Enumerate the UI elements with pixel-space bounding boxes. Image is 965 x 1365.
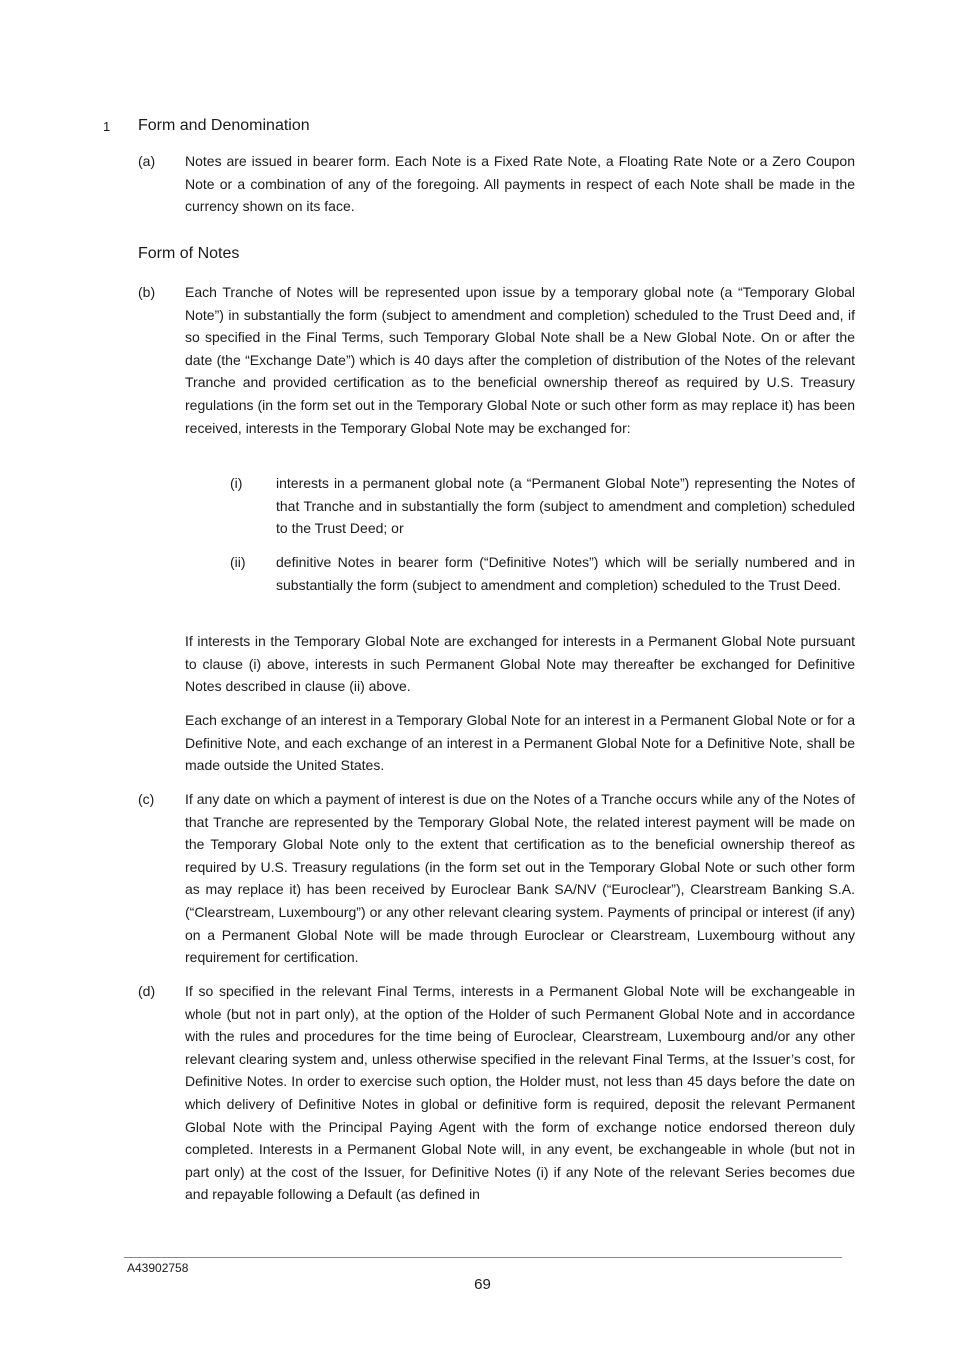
clause-a-text: Notes are issued in bearer form. Each Note is a Fixed Rate Note, a Floating Rate Note or a Zero Coupon Note or a combination of any of the foregoing. All payments in respect of each Note shall be made in the currency shown on its face. (185, 153, 855, 215)
clause-b-paragraph-3: Each exchange of an interest in a Temporary Global Note for an interest in a Permanent Global Note or for a Definitive Note, and each exchange of an interest in a Permanent Global Note for a Definitive Note, shall be made outside the United States. (185, 712, 855, 774)
footer-divider (124, 1257, 842, 1258)
page-number: 69 (474, 1276, 491, 1293)
clause-b-i-text: interests in a permanent global note (a “Permanent Global Note”) representing the Notes of that Tranche and in substantially the form (subject to amendment and completion) scheduled to the Trust Deed; or (276, 475, 855, 537)
clause-d-text: If so specified in the relevant Final Terms, interests in a Permanent Global Note will be exchangeable in whole (but not in part only), at the option of the Holder of such Permanent Global Note and in accordance with the rules and procedures for the time being of Euroclear, Clearstream, Luxembourg and/or any other relevant clearing system and, unless otherwise specified in the relevant Final Terms, at the Issuer’s cost, for Definitive Notes. In order to exercise such option, the Holder must, not less than 45 days before the date on which delivery of Definitive Notes in global or definitive form is required, deposit the relevant Permanent Global Note with the Principal Paying Agent with the form of exchange notice endorsed thereon duly completed. Interests in a Permanent Global Note will, in any event, be exchangeable in whole (but not in part only) at the cost of the Issuer, for Definitive Notes (i) if any Note of the relevant Series becomes due and repayable following a Default (as defined in (185, 983, 855, 1203)
clause-c-text: If any date on which a payment of interest is due on the Notes of a Tranche occurs while any of the Notes of that Tranche are represented by the Temporary Global Note, the related interest payment will be made on the Temporary Global Note only to the extent that certification as to the beneficial ownership thereof as required by U.S. Treasury regulations (in the form set out in the Temporary Global Note or such other form as may replace it) has been received by Euroclear Bank SA/NV (“Euroclear”), Clearstream Banking S.A. (“Clearstream, Luxembourg”) or any other relevant clearing system. Payments of principal or interest (if any) on a Permanent Global Note will be made through Euroclear or Clearstream, Luxembourg without any requirement for certification. (185, 791, 855, 966)
clause-b-text: Each Tranche of Notes will be represented upon issue by a temporary global note (a “Temporary Global Note”) in substantially the form (subject to amendment and completion) scheduled to the Trust Deed and, if so specified in the Final Terms, such Temporary Global Note shall be a New Global Note. On or after the date (the “Exchange Date”) which is 40 days after the completion of distribution of the Notes of the relevant Tranche and provided certification as to the beneficial ownership thereof as required by U.S. Treasury regulations (in the form set out in the Temporary Global Note or such other form as may replace it) has been received, interests in the Temporary Global Note may be exchanged for: (185, 284, 855, 436)
document-reference: A43902758 (127, 1261, 189, 1275)
clause-b-paragraph-2: If interests in the Temporary Global Note are exchanged for interests in a Permanent Global Note pursuant to clause (i) above, interests in such Permanent Global Note may thereafter be exchanged for Definitive Notes described in clause (ii) above. (185, 633, 855, 695)
clause-c-label: (c) (138, 791, 155, 807)
clause-b-label: (b) (138, 284, 156, 300)
clause-a-label: (a) (138, 153, 156, 169)
section-number: 1 (103, 119, 111, 134)
section-title: Form and Denomination (138, 117, 310, 134)
clause-b-i-label: (i) (230, 475, 243, 491)
subheading-form-of-notes: Form of Notes (138, 245, 240, 262)
clause-d-label: (d) (138, 983, 156, 999)
clause-b-ii-text: definitive Notes in bearer form (“Definitive Notes”) which will be serially numbered and in substantially the form (subject to amendment and completion) scheduled to the Trust Deed. (276, 554, 855, 593)
clause-b-ii-label: (ii) (230, 554, 246, 570)
